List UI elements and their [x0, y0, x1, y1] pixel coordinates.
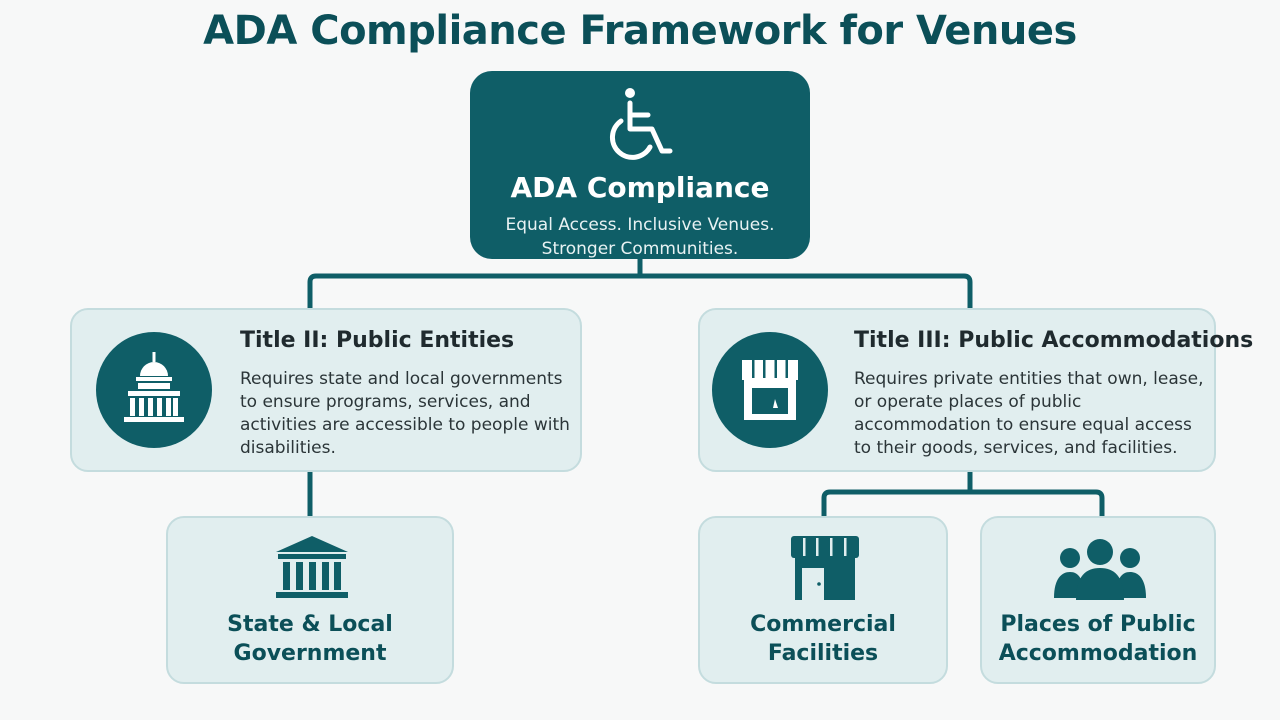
root-subtitle-line1: Equal Access. Inclusive Venues.: [505, 215, 775, 235]
leaf-places-public-accommodation-label: [982, 610, 1214, 668]
leaf-label-line1: Commercial: [750, 612, 896, 637]
leaf-commercial-facilities: [698, 516, 948, 684]
leaf-label-line2: Facilities: [767, 641, 879, 666]
title-iii-card: [698, 308, 1254, 472]
wheelchair-icon: [604, 85, 676, 165]
root-subtitle: [470, 213, 810, 261]
root-title: ADA Compliance: [510, 171, 770, 204]
storefront-icon: [730, 350, 810, 430]
leaf-label-line2: Government: [233, 641, 387, 666]
leaf-places-public-accommodation: [980, 516, 1216, 684]
title-ii-card: [70, 308, 582, 472]
people-group-icon: [1054, 538, 1146, 602]
title-ii-heading: Title II: Public Entities: [240, 328, 515, 353]
capitol-building-icon: [114, 350, 194, 430]
leaf-label-line1: Places of Public: [1000, 612, 1196, 637]
shop-icon: [787, 534, 863, 604]
title-iii-description: Requires private entities that own, lease, or operate places of public accommodation to ensure equal access to their goods, services, and facilities.: [854, 369, 1204, 458]
title-ii-description: Requires state and local governments to ensure programs, services, and activities are accessible to people with disabilities.: [240, 369, 570, 458]
diagram-title: ADA Compliance Framework for Venues: [203, 8, 1077, 54]
leaf-state-local-government-label: [168, 610, 452, 668]
connector-root-branches: [310, 276, 970, 308]
leaf-label-line1: State & Local: [227, 612, 393, 637]
title-ii-icon-circle: [96, 332, 212, 448]
title-iii-icon-circle: [712, 332, 828, 448]
leaf-commercial-facilities-label: [700, 610, 946, 668]
connector-title-iii-branches: [824, 492, 1102, 516]
title-iii-heading: Title III: Public Accommodations: [854, 328, 1254, 353]
root-subtitle-line2: Stronger Communities.: [541, 239, 739, 259]
leaf-label-line2: Accommodation: [998, 641, 1198, 666]
leaf-state-local-government: [166, 516, 454, 684]
government-building-icon: [272, 534, 352, 604]
root-node-ada-compliance: [470, 71, 810, 259]
